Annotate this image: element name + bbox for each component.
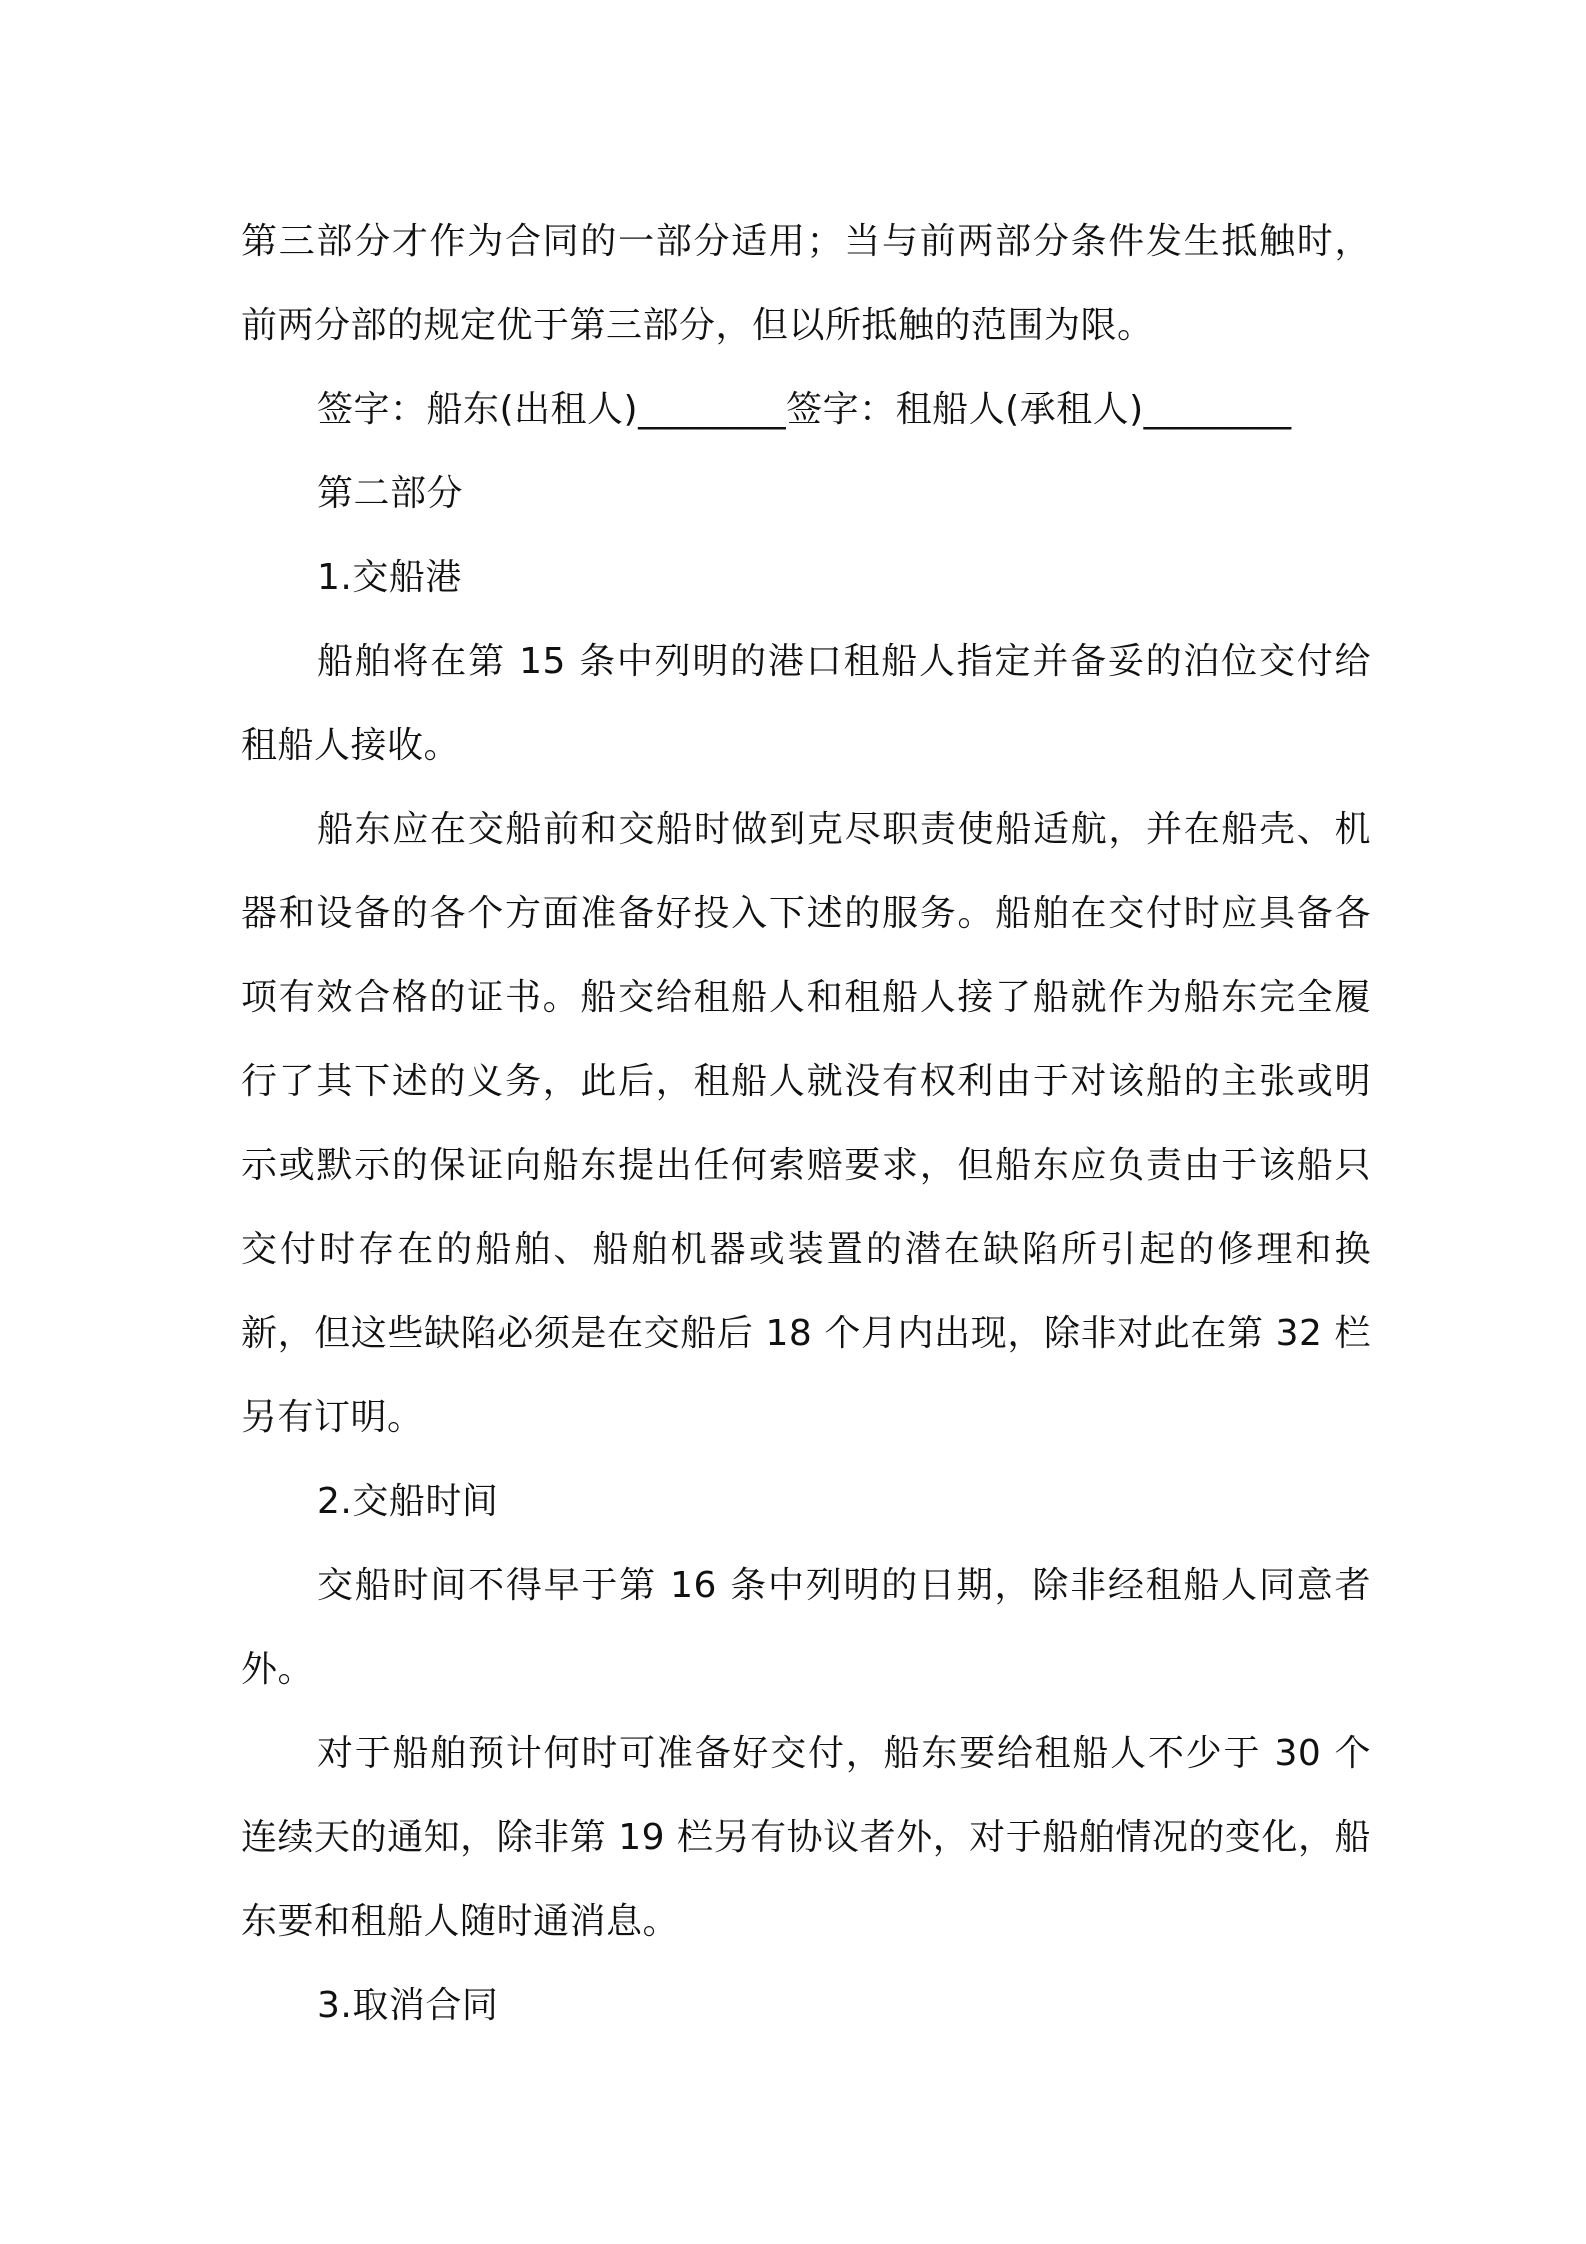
part-two-heading: 第二部分 <box>317 473 464 514</box>
section-heading-delivery-port: 1.交船港 <box>317 557 462 598</box>
section-heading-cancellation: 3.取消合同 <box>317 1985 499 2026</box>
signature-line: 签字：船东(出租人)________签字：租船人(承租人)________ <box>317 389 1292 430</box>
paragraph-notice: 对于船舶预计何时可准备好交付，船东要给租船人不少于 30 个连续天的通知，除非第 19 栏另有协议者外，对于船舶情况的变化，船东要和租船人随时通消息。 <box>241 1733 1371 1942</box>
paragraph-seaworthiness: 船东应在交船前和交船时做到克尽职责使船适航，并在船壳、机器和设备的各个方面准备好投入下述的服务。船舶在交付时应具备各项有效合格的证书。船交给租船人和租船人接了船就作为船东完全履行了其下述的义务，此后，租船人就没有权利由于对该船的主张或明示或默示的保证向船东提出任何索赔要求，但船东应负责由于该船只交付时存在的船舶、船舶机器或装置的潜在缺陷所引起的修理和换新，但这些缺陷必须是在交船后 18 个月内出现，除非对此在第 32 栏另有订明。 <box>241 809 1371 1438</box>
section-heading-delivery-time: 2.交船时间 <box>317 1481 499 1522</box>
paragraph-delivery-time: 交船时间不得早于第 16 条中列明的日期，除非经租船人同意者外。 <box>241 1565 1371 1690</box>
paragraph-continuation: 第三部分才作为合同的一部分适用；当与前两部分条件发生抵触时，前两分部的规定优于第三部分，但以所抵触的范围为限。 <box>241 221 1371 346</box>
paragraph-delivery-port: 船舶将在第 15 条中列明的港口租船人指定并备妥的泊位交付给租船人接收。 <box>241 641 1371 766</box>
document-body <box>241 200 1371 2048</box>
